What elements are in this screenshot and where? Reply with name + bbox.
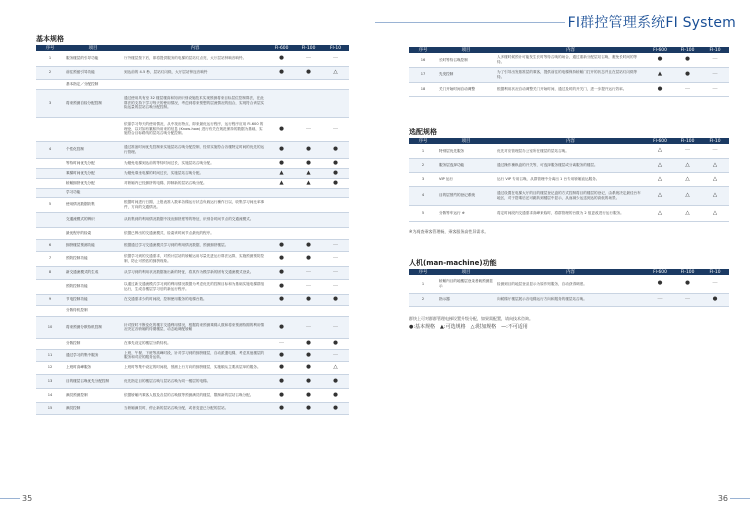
row-mark: ● bbox=[322, 388, 349, 402]
row-mark bbox=[295, 305, 322, 316]
row-item: 长时等待召唤控制 bbox=[437, 53, 495, 67]
footer-line bbox=[730, 498, 750, 499]
row-mark: — bbox=[322, 279, 349, 294]
column-header: 项目 bbox=[64, 45, 122, 51]
row-item: 服务层选择功能 bbox=[437, 158, 495, 172]
row-mark: ▲ bbox=[295, 168, 322, 178]
row-mark: ● bbox=[295, 141, 322, 158]
row-mark: △ bbox=[646, 158, 674, 172]
row-content: 依据已辨出的交通流模式，检索该时间节点最优的程序。 bbox=[122, 227, 268, 239]
row-content bbox=[122, 305, 268, 316]
row-number bbox=[36, 178, 64, 188]
row-number bbox=[36, 117, 64, 141]
row-mark: — bbox=[674, 82, 701, 96]
row-mark: ● bbox=[295, 294, 322, 305]
row-item: 等待时间优先分配 bbox=[64, 158, 122, 168]
row-content: 向候梯厅楼层展示各电梯运行方向和服务的楼层站召唤。 bbox=[495, 293, 646, 306]
row-number: 9 bbox=[36, 294, 64, 305]
row-mark: ● bbox=[646, 82, 674, 96]
row-content: 根据利用状况自动调整关门开始时间，通过及时的开关门，进一步提升运行效率。 bbox=[495, 82, 646, 96]
row-content: 对轿厢内已经拥挤的电梯，抑制新的层站召唤分配。 bbox=[122, 178, 268, 188]
column-header: 序号 bbox=[409, 47, 437, 53]
row-item: 先发控制 bbox=[437, 67, 495, 82]
row-mark: ● bbox=[322, 402, 349, 414]
row-number bbox=[36, 188, 64, 197]
column-header: FI-10 bbox=[701, 138, 729, 144]
header-line bbox=[375, 22, 565, 23]
row-item: 分散等车运行 ※ bbox=[437, 205, 495, 221]
row-mark: — bbox=[646, 293, 674, 306]
row-mark: △ bbox=[322, 361, 349, 374]
table-row bbox=[409, 158, 729, 172]
row-mark bbox=[322, 227, 349, 239]
row-content: 上班、午餐、下班等高峰时段，针对学习到的拥挤楼层，自动派遣电梯，考虑其他楼层的服务和对应的服务运转。 bbox=[122, 349, 268, 361]
page-number: 35 bbox=[22, 494, 33, 503]
page-number: 36 bbox=[717, 494, 728, 503]
row-mark: ● bbox=[268, 51, 295, 66]
row-mark: ● bbox=[322, 168, 349, 178]
row-item: 服务楼层的引导功能 bbox=[64, 51, 122, 66]
row-mark: ● bbox=[295, 66, 322, 79]
row-content: 运行 VIP 专用召唤，从群管理中分离出 1 台专用轿厢直运服务。 bbox=[495, 172, 646, 186]
row-number: 5 bbox=[409, 205, 437, 221]
row-content: 根据通过学习交通流模式学习到的利用情况数据，预测拥挤楼层。 bbox=[122, 239, 268, 251]
basic-spec-title: 基本规格 bbox=[36, 35, 64, 43]
row-number bbox=[36, 212, 64, 227]
row-mark: ● bbox=[268, 294, 295, 305]
row-item: 预防控制功能 bbox=[64, 279, 122, 294]
row-content: 依据轿厢内乘客人数及各层的召唤数等预测满员的楼层，限制新的层站召唤分配。 bbox=[122, 388, 268, 402]
row-mark: — bbox=[674, 144, 701, 158]
table-row bbox=[36, 316, 349, 338]
row-mark bbox=[322, 197, 349, 212]
table-row bbox=[36, 141, 349, 158]
row-mark: △ bbox=[701, 205, 729, 221]
table-row bbox=[36, 197, 349, 212]
row-content: 优先指定目的楼层召唤与层站召唤为同一楼层的电梯。 bbox=[122, 374, 268, 388]
row-content: 从学习到的利用状况数据抽出新的特征，将其作为模学新的固有交通流模式登录。 bbox=[122, 266, 268, 279]
column-header: 项目 bbox=[437, 269, 495, 275]
row-mark: ● bbox=[295, 158, 322, 168]
row-mark: ● bbox=[646, 53, 674, 67]
row-mark: — bbox=[701, 275, 729, 293]
table-row bbox=[36, 266, 349, 279]
table-row bbox=[36, 168, 349, 178]
table-row bbox=[36, 158, 349, 168]
row-item: 交通流模式的辨识 bbox=[64, 212, 122, 227]
row-mark bbox=[295, 89, 322, 117]
row-mark: △ bbox=[701, 158, 729, 172]
row-content: 到达前的 4.5 秒，层站灯闪烁，大厅层站钟连音响铃 bbox=[122, 66, 268, 79]
row-content: 为避免乘坐电梯的时间过长，实施层站召唤分配。 bbox=[122, 168, 268, 178]
row-mark: ● bbox=[268, 388, 295, 402]
table-row bbox=[409, 144, 729, 158]
row-item: 前往预留引导功能 bbox=[64, 66, 122, 79]
row-number bbox=[36, 168, 64, 178]
row-content: 在事先设定的楼层分散待机。 bbox=[122, 338, 268, 349]
row-number: 18 bbox=[409, 82, 437, 96]
row-content: 在交通需求少的时间段，控制使用服务的电梯台数。 bbox=[122, 294, 268, 305]
row-item: 基本指定／分配控制 bbox=[64, 79, 122, 89]
row-content: 通过准备时间优先控制来实施层站召唤分配控制，经常实施符合各楼特定时间的优先的运行管理。 bbox=[122, 141, 268, 158]
row-content bbox=[122, 79, 268, 89]
column-header: 内容 bbox=[495, 138, 646, 144]
column-header: 内容 bbox=[122, 45, 268, 51]
row-mark: △ bbox=[674, 186, 701, 205]
row-mark bbox=[295, 79, 322, 89]
row-mark: ● bbox=[295, 338, 322, 349]
spacer bbox=[0, 22, 375, 23]
legend: ●:基本规格 ▲:可选规格 △:附加规格 —:不可适用 bbox=[409, 324, 528, 330]
optional-note: ※为凋查乘客管理畅，乘客服务高性异需求。 bbox=[409, 229, 489, 234]
row-content: 上班时等集中设定的时间段，预测上行方向的拥挤楼层，实施顺从主要高层单的服务。 bbox=[122, 361, 268, 374]
table-row bbox=[36, 279, 349, 294]
table-row bbox=[36, 89, 349, 117]
row-mark bbox=[268, 197, 295, 212]
row-item: 个性化控制 bbox=[64, 141, 122, 158]
row-mark: ● bbox=[268, 316, 295, 338]
table-row bbox=[36, 51, 349, 66]
row-mark: ● bbox=[646, 275, 674, 293]
table-row bbox=[409, 53, 729, 67]
row-item: 预防控制功能 bbox=[64, 251, 122, 266]
row-number bbox=[36, 227, 64, 239]
row-number: 16 bbox=[409, 53, 437, 67]
column-header: 项目 bbox=[437, 47, 495, 53]
row-content: 通过设置在电梯大厅的目的楼层登记盘的方式控制将目的楼层的登记，由系统决定最佳台车地区，对于搭乘后还可跳转到楼层中显示，从而减少运送到达的高低的场景。 bbox=[495, 186, 646, 205]
table-row bbox=[409, 293, 729, 306]
row-content: 根据时间进行日期，上报表准入数率各梯运行状态负载运行操作日以，收集学习间比率事件，方向的交通情况。 bbox=[122, 197, 268, 212]
row-mark: △ bbox=[701, 172, 729, 186]
row-mark: ● bbox=[268, 279, 295, 294]
column-header: 内容 bbox=[495, 269, 646, 275]
row-number: 5 bbox=[36, 197, 64, 212]
row-mark bbox=[268, 89, 295, 117]
row-mark bbox=[322, 212, 349, 227]
row-mark: △ bbox=[646, 144, 674, 158]
row-mark: ● bbox=[268, 361, 295, 374]
row-number bbox=[36, 305, 64, 316]
table-row bbox=[36, 374, 349, 388]
row-mark: △ bbox=[674, 205, 701, 221]
column-header: 内容 bbox=[495, 47, 646, 53]
row-item: 轿厢拥挤优先分配 bbox=[64, 178, 122, 188]
column-header: FI-10 bbox=[701, 47, 729, 53]
table-row bbox=[36, 349, 349, 361]
row-mark: △ bbox=[322, 66, 349, 79]
row-number: 4 bbox=[409, 186, 437, 205]
table-row bbox=[409, 205, 729, 221]
table-row bbox=[409, 67, 729, 82]
row-content: 厅外楼层按下后，即将提供服务的电梯的层站灯点亮，大厅层站钟响音响铃。 bbox=[122, 51, 268, 66]
row-mark bbox=[322, 305, 349, 316]
row-mark: △ bbox=[646, 205, 674, 221]
row-mark: — bbox=[322, 266, 349, 279]
column-header: FI-600 bbox=[646, 269, 674, 275]
row-mark: — bbox=[295, 316, 322, 338]
row-mark: △ bbox=[646, 186, 674, 205]
column-header: FI-600 bbox=[646, 47, 674, 53]
row-mark: ● bbox=[295, 239, 322, 251]
row-content bbox=[122, 188, 268, 197]
row-mark bbox=[295, 212, 322, 227]
row-item: 分散待机控制 bbox=[64, 305, 122, 316]
row-content: 当轿厢满员时，停止新的层站召唤分配，或者变更已分配的层站。 bbox=[122, 402, 268, 414]
row-item: 上班时高峰服务 bbox=[64, 361, 122, 374]
row-content: 通过使用具有至 32 楼层楼高和知识识别设施技术实现预测将来目标层位控制算法，在此算法的支持下学习每天的使用情况，考虑到将来预想的层流情况的组合，实现符合该层实际运量的层站召唤分配控制。 bbox=[122, 89, 268, 117]
table-row bbox=[36, 338, 349, 349]
row-mark: ● bbox=[701, 293, 729, 306]
row-mark: ▲ bbox=[268, 168, 295, 178]
man-machine-table bbox=[409, 269, 729, 307]
row-mark: ● bbox=[268, 141, 295, 158]
column-header: 序号 bbox=[409, 269, 437, 275]
table-row bbox=[36, 66, 349, 79]
row-mark: ● bbox=[674, 275, 701, 293]
row-mark: ● bbox=[268, 266, 295, 279]
row-mark: — bbox=[268, 338, 295, 349]
column-header: 序号 bbox=[409, 138, 437, 144]
row-mark: △ bbox=[674, 158, 701, 172]
row-item: 拥挤楼层预测功能 bbox=[64, 239, 122, 251]
row-item: 将来预测分散待机控制 bbox=[64, 316, 122, 338]
row-mark bbox=[268, 188, 295, 197]
row-item: VIP 运行 bbox=[437, 172, 495, 186]
row-mark: — bbox=[322, 51, 349, 66]
row-item: 使用情况数据收集 bbox=[64, 197, 122, 212]
row-mark: ▲ bbox=[646, 67, 674, 82]
row-number bbox=[36, 338, 64, 349]
row-item: 学习功能 bbox=[64, 188, 122, 197]
row-mark: ● bbox=[295, 251, 322, 266]
row-item: 分散控制 bbox=[64, 338, 122, 349]
row-number: 1 bbox=[36, 51, 64, 66]
row-item: 新交通流模式的生成 bbox=[64, 266, 122, 279]
row-item: 目的层预约的登记系统 bbox=[437, 186, 495, 205]
row-number: 2 bbox=[409, 158, 437, 172]
column-header: FI-10 bbox=[322, 45, 349, 51]
row-number bbox=[36, 279, 64, 294]
footer-line bbox=[0, 498, 20, 499]
row-mark: — bbox=[295, 279, 322, 294]
row-mark: ● bbox=[674, 53, 701, 67]
right-page bbox=[375, 0, 750, 509]
row-mark: ● bbox=[322, 338, 349, 349]
row-mark bbox=[322, 188, 349, 197]
row-number: 6 bbox=[36, 239, 64, 251]
row-mark bbox=[295, 197, 322, 212]
row-mark: — bbox=[322, 349, 349, 361]
row-mark bbox=[268, 79, 295, 89]
row-mark: ● bbox=[322, 141, 349, 158]
row-mark: — bbox=[322, 251, 349, 266]
row-mark: ● bbox=[268, 117, 295, 141]
column-header: FI-100 bbox=[674, 269, 701, 275]
row-number: 3 bbox=[36, 89, 64, 117]
row-item bbox=[64, 117, 122, 141]
table-row bbox=[36, 294, 349, 305]
row-item: 目的楼层召唤优先分配控制 bbox=[64, 374, 122, 388]
row-number bbox=[36, 79, 64, 89]
row-mark: — bbox=[322, 239, 349, 251]
row-content: 以通过新交通流模式学习到的利用情况数据为考虑优先的控制目标和为基础实施电梯群组运行，生成各楼层学习后的新运行程序。 bbox=[122, 279, 268, 294]
row-item: 节电控制功能 bbox=[64, 294, 122, 305]
row-item: 最优程序的检索 bbox=[64, 227, 122, 239]
column-header: FI-100 bbox=[295, 45, 322, 51]
row-mark: ● bbox=[268, 66, 295, 79]
column-header: FI-600 bbox=[646, 138, 674, 144]
row-mark: △ bbox=[646, 172, 674, 186]
row-item: 将来预测自检分配控制 bbox=[64, 89, 122, 117]
row-content: 将定时间段内交通需求高峰来临时，将群管理的台数为 2 组更改进行运行服务。 bbox=[495, 205, 646, 221]
table-row bbox=[36, 212, 349, 227]
column-header: 项目 bbox=[437, 138, 495, 144]
row-mark: △ bbox=[701, 186, 729, 205]
row-number: 15 bbox=[36, 402, 64, 414]
row-number: 14 bbox=[36, 388, 64, 402]
row-content: 依靠学习每天的使用情况，从中找出特点，即来最优运行程序，运行程序应用 FI-600 的理论，以对如有累积所用来的信息 (Know-how) 进行有关在规范保持的数据为基础，实施符合目标路线的层站召唤分配控制。 bbox=[122, 117, 268, 141]
column-header: FI-100 bbox=[674, 138, 701, 144]
row-mark: ● bbox=[268, 374, 295, 388]
row-mark: — bbox=[295, 117, 322, 141]
row-content: 人多楼时候预计可能发生长时等待召唤的场合，通过重新分配层站召唤，避免长时间的等待。 bbox=[495, 53, 646, 67]
row-number: 4 bbox=[36, 141, 64, 158]
column-header: FI-100 bbox=[674, 47, 701, 53]
table-row bbox=[36, 79, 349, 89]
table-row bbox=[36, 305, 349, 316]
row-mark: ● bbox=[295, 388, 322, 402]
row-mark bbox=[295, 188, 322, 197]
row-mark bbox=[322, 89, 349, 117]
basic-spec-continued-table bbox=[409, 47, 729, 97]
row-mark: ● bbox=[322, 374, 349, 388]
row-content: 为避免电梯到达前的等待时间过长，实施层站召唤分配。 bbox=[122, 158, 268, 168]
row-mark bbox=[268, 212, 295, 227]
row-mark: ● bbox=[268, 239, 295, 251]
row-mark: ● bbox=[268, 158, 295, 168]
row-mark: — bbox=[701, 53, 729, 67]
row-mark: ● bbox=[268, 349, 295, 361]
row-mark: ● bbox=[322, 294, 349, 305]
row-content: 检测到目的地层登录显示为原作则服务，自动获得调度。 bbox=[495, 275, 646, 293]
row-mark: ● bbox=[268, 251, 295, 266]
row-mark: — bbox=[701, 82, 729, 96]
row-mark: ▲ bbox=[268, 178, 295, 188]
row-item: 轿厢内目的地楼层登录者载预测显示 bbox=[437, 275, 495, 293]
row-mark bbox=[268, 305, 295, 316]
row-mark: — bbox=[295, 51, 322, 66]
brand-title: FI群控管理系统FI System bbox=[567, 15, 736, 31]
row-item: 通过学习的集中服务 bbox=[64, 349, 122, 361]
row-number: 8 bbox=[36, 266, 64, 279]
row-content: 依据学习到的交通需求，对预计层站的轿厢运用尽量先进运行算法运算，实施预测预防控制，防止可预估的拥挤现象。 bbox=[122, 251, 268, 266]
column-header: 序号 bbox=[36, 45, 64, 51]
row-content: 通过操作操纵盘的开关等，可选择服务楼层或分离服务的楼层。 bbox=[495, 158, 646, 172]
row-number: 3 bbox=[409, 172, 437, 186]
row-mark: ● bbox=[295, 361, 322, 374]
row-mark: ● bbox=[322, 158, 349, 168]
row-number: 12 bbox=[36, 361, 64, 374]
row-item: 指示器 bbox=[437, 293, 495, 306]
row-number: 7 bbox=[36, 251, 64, 266]
row-mark: — bbox=[701, 144, 729, 158]
row-mark: ● bbox=[268, 402, 295, 414]
row-mark: ● bbox=[295, 402, 322, 414]
row-number: 1 bbox=[409, 275, 437, 293]
column-header: FI-600 bbox=[268, 45, 295, 51]
row-item: 满员预测控制 bbox=[64, 388, 122, 402]
table-row bbox=[36, 388, 349, 402]
man-machine-note: 群快上可对群群管理电梯设置升级分配，如果需配置，请向技术咨询。 bbox=[409, 316, 533, 321]
row-number: 2 bbox=[409, 293, 437, 306]
table-row bbox=[409, 172, 729, 186]
row-mark: — bbox=[674, 293, 701, 306]
table-row bbox=[36, 239, 349, 251]
row-item: 关门开始时间自动调整 bbox=[437, 82, 495, 96]
table-row bbox=[36, 117, 349, 141]
row-mark: ● bbox=[322, 178, 349, 188]
row-mark bbox=[268, 227, 295, 239]
table-row bbox=[36, 251, 349, 266]
row-number: 10 bbox=[36, 316, 64, 338]
row-content: 为了引导出发基准层的乘客，提供前往的电梯保持轿厢门打开的状态并且在层站灯闪烁等待。 bbox=[495, 67, 646, 82]
row-number: 11 bbox=[36, 349, 64, 361]
row-content: 从收集到的利用情况数据中找出拥挤度等的特征，识别各时间节点的交通流模式。 bbox=[122, 212, 268, 227]
optional-spec-table bbox=[409, 138, 729, 222]
row-content: 针对按时不断变化的楼宇交通利用情况，根据将来预测乘梯人数和将来预测待期的利用情况决定各轿厢的待期楼层，动态地调配轿厢 bbox=[122, 316, 268, 338]
table-row bbox=[36, 188, 349, 197]
row-number bbox=[36, 158, 64, 168]
row-mark: ● bbox=[295, 374, 322, 388]
row-number: 17 bbox=[409, 67, 437, 82]
row-mark: — bbox=[701, 67, 729, 82]
row-number: 1 bbox=[409, 144, 437, 158]
row-mark: ▲ bbox=[295, 178, 322, 188]
table-row bbox=[36, 178, 349, 188]
row-item: 特别层优先服务 bbox=[437, 144, 495, 158]
table-row bbox=[409, 186, 729, 205]
row-mark: — bbox=[295, 266, 322, 279]
row-mark: — bbox=[322, 316, 349, 338]
table-row bbox=[36, 361, 349, 374]
table-row bbox=[36, 227, 349, 239]
table-row bbox=[36, 402, 349, 414]
row-mark bbox=[295, 227, 322, 239]
row-number: 13 bbox=[36, 374, 64, 388]
row-mark: △ bbox=[674, 172, 701, 186]
column-header: FI-10 bbox=[701, 269, 729, 275]
man-machine-title: 人机(man-machine)功能 bbox=[409, 259, 497, 267]
row-mark: ● bbox=[674, 67, 701, 82]
basic-spec-table bbox=[36, 45, 349, 415]
row-item: 满员控制 bbox=[64, 402, 122, 414]
table-row bbox=[409, 82, 729, 96]
row-mark: ● bbox=[295, 349, 322, 361]
row-mark bbox=[322, 79, 349, 89]
row-item: 乘梯时间优先分配 bbox=[64, 168, 122, 178]
table-row bbox=[409, 275, 729, 293]
row-content: 优先对应管理层办公室所在楼层的层站召唤。 bbox=[495, 144, 646, 158]
optional-spec-title: 选配规格 bbox=[409, 128, 437, 136]
row-mark: — bbox=[322, 117, 349, 141]
row-number: 2 bbox=[36, 66, 64, 79]
